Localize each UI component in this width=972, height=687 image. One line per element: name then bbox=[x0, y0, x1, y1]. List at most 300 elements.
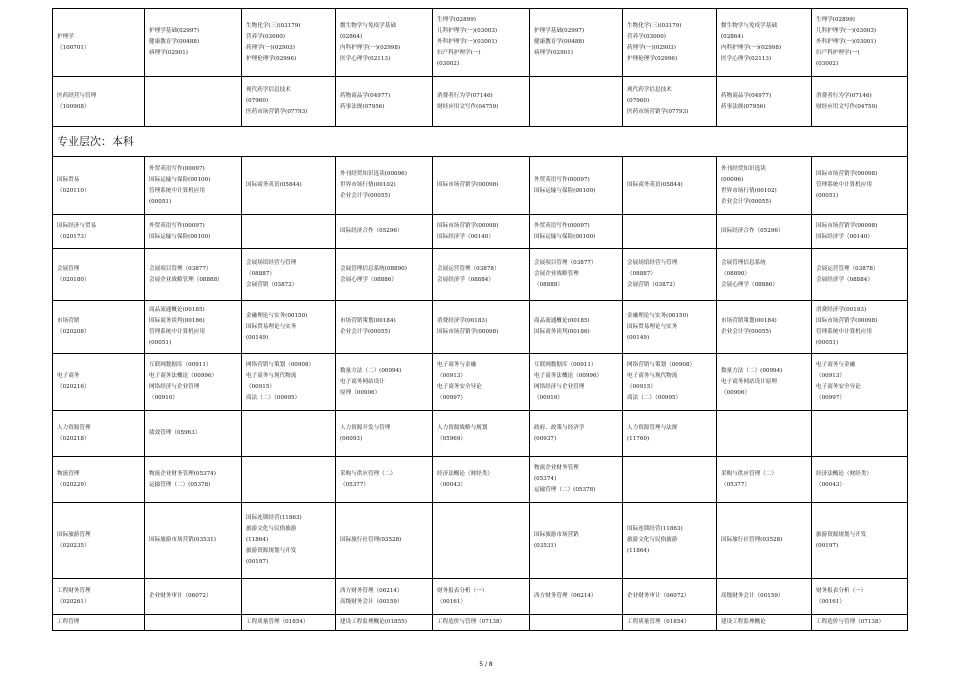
course-cell bbox=[242, 157, 336, 215]
course-text: 微生物学与免疫学基础 bbox=[340, 22, 396, 29]
course-text: （00915） bbox=[627, 384, 656, 390]
course-text: 企业会计学(00055) bbox=[721, 198, 772, 205]
course-text: 电子商务网站设计 bbox=[340, 378, 385, 385]
course-cell bbox=[433, 215, 530, 249]
course-text: 国际经济学（00140） bbox=[437, 233, 494, 240]
major-text: （020173） bbox=[57, 233, 90, 240]
course-cell bbox=[242, 579, 336, 615]
course-text: 人力资源战略与规划 bbox=[437, 424, 488, 431]
course-text: 病理学(02901) bbox=[149, 50, 188, 56]
course-cell bbox=[433, 249, 530, 301]
course-text: 国际连锁经营(11863) bbox=[246, 515, 302, 521]
course-text: （00910） bbox=[149, 395, 178, 401]
course-cell bbox=[433, 579, 530, 615]
course-text: 商法（二）（00995） bbox=[246, 395, 301, 401]
course-cell bbox=[336, 615, 433, 631]
course-cell bbox=[623, 579, 717, 615]
course-text: 国际经济合作（05296） bbox=[340, 228, 403, 234]
course-text: 外刊经贸知识选读 bbox=[721, 165, 766, 172]
course-text: 护理学基础(02997) bbox=[534, 28, 585, 34]
course-cell bbox=[336, 157, 433, 215]
major-text: 国际旅游管理 bbox=[57, 531, 91, 538]
course-text: (00051) bbox=[816, 340, 839, 346]
course-text: 病理学(02901) bbox=[534, 50, 573, 56]
major-row bbox=[53, 503, 908, 579]
course-text: 药事法规(07956) bbox=[721, 103, 766, 110]
course-text: 电子商务法概论（00996） bbox=[534, 373, 603, 379]
major-name-cell bbox=[53, 503, 145, 579]
course-text: 国际旅行社管理(03528) bbox=[721, 537, 783, 543]
course-text: 数量方法（二）(00994) bbox=[721, 367, 783, 374]
course-text: 国际市场营销学(00098) bbox=[437, 329, 499, 335]
course-text: 电子商务网站设计原理 bbox=[721, 378, 777, 385]
course-cell bbox=[812, 9, 908, 77]
course-cell bbox=[242, 615, 336, 631]
course-text: 国际市场营销学(00098) bbox=[816, 222, 878, 229]
course-text: （00915） bbox=[246, 384, 275, 390]
course-text: （00910） bbox=[534, 395, 563, 401]
course-text: 经济法概论（财经类） bbox=[437, 470, 493, 477]
course-text: 商法（二）（00995） bbox=[627, 395, 682, 401]
course-cell bbox=[433, 411, 530, 457]
major-row bbox=[53, 249, 908, 301]
course-text: 金融理论与实务(00150) bbox=[246, 312, 308, 319]
course-text: 国际旅游市场营销(03531) bbox=[149, 537, 216, 543]
course-text: 运输管理（二）(05378) bbox=[149, 481, 211, 488]
course-cell bbox=[242, 9, 336, 77]
course-text: 外科护理学(一)(03001) bbox=[437, 39, 498, 45]
course-cell bbox=[530, 579, 623, 615]
course-text: 国际运输与保险(00100) bbox=[534, 233, 596, 240]
course-cell bbox=[242, 411, 336, 457]
course-cell bbox=[336, 354, 433, 411]
course-text: 电子商务安全导论 bbox=[437, 384, 482, 390]
course-text: 西方财务管理（06214） bbox=[340, 587, 403, 594]
major-row bbox=[53, 579, 908, 615]
course-text: 生物化学(三)(03179) bbox=[246, 22, 301, 29]
course-text: 生理学(02899) bbox=[437, 17, 476, 23]
course-cell bbox=[145, 354, 242, 411]
course-text: 护理伦理学(02996) bbox=[627, 55, 678, 62]
major-text: （020110） bbox=[57, 187, 90, 194]
course-cell bbox=[812, 215, 908, 249]
course-text: 生物化学(三)(03179) bbox=[627, 22, 682, 29]
course-text: 外贸英语写作(00097) bbox=[149, 222, 205, 229]
course-cell bbox=[623, 503, 717, 579]
course-cell bbox=[530, 411, 623, 457]
course-text: （00913） bbox=[816, 373, 845, 379]
course-cell bbox=[145, 77, 242, 127]
course-cell bbox=[242, 354, 336, 411]
course-text: 经济法概论（财经类） bbox=[816, 470, 872, 477]
course-text: （00997） bbox=[816, 395, 845, 401]
course-cell bbox=[145, 9, 242, 77]
course-cell bbox=[145, 215, 242, 249]
course-text: 会展企业战略管理（08888） bbox=[149, 276, 223, 283]
major-text: 医药经营与管理 bbox=[57, 92, 97, 99]
course-cell bbox=[717, 301, 812, 354]
course-text: 消费经济学(00183) bbox=[816, 307, 867, 313]
section-header-row bbox=[53, 127, 908, 157]
course-text: （00043） bbox=[437, 481, 466, 488]
course-cell bbox=[145, 301, 242, 354]
course-text: 建设工程监理概论(01855) bbox=[340, 619, 407, 625]
course-text: 市场营销策划(00184) bbox=[340, 318, 396, 324]
course-cell bbox=[812, 503, 908, 579]
major-text: 护理学 bbox=[57, 33, 74, 40]
course-text: (00149) bbox=[246, 334, 269, 341]
major-text: 物流管理 bbox=[57, 470, 80, 477]
course-text: (07960) bbox=[246, 98, 269, 104]
major-name-cell bbox=[53, 457, 145, 503]
course-text: 医药市场营销学(07793) bbox=[246, 109, 308, 115]
major-row bbox=[53, 215, 908, 249]
course-text: 西方财务管理（06214） bbox=[534, 593, 597, 599]
course-cell bbox=[145, 411, 242, 457]
course-text: 国际运输与保险(00100) bbox=[149, 176, 211, 183]
section-title: 专业层次：本科 bbox=[53, 127, 908, 157]
course-text: 高级财务会计（00159） bbox=[721, 593, 784, 599]
course-text: 国际商务谈判(00186) bbox=[534, 329, 590, 335]
course-text: 电子商务与金融 bbox=[816, 362, 856, 368]
course-cell bbox=[530, 249, 623, 301]
major-text: （020216） bbox=[57, 384, 90, 390]
course-text: （08890） bbox=[721, 271, 750, 277]
page-number: 5 / 8 bbox=[479, 661, 493, 668]
course-text: 外贸英语写作(00097) bbox=[534, 176, 590, 183]
course-text: (00051) bbox=[816, 193, 839, 199]
course-text: 健康教育学(00488) bbox=[534, 39, 585, 45]
major-text: 会展管理 bbox=[57, 265, 80, 272]
course-cell bbox=[145, 615, 242, 631]
course-text: 消费者行为学(07146) bbox=[437, 92, 493, 99]
course-cell bbox=[336, 503, 433, 579]
course-text: (00937) bbox=[534, 435, 557, 442]
course-text: 药物商品学(04977) bbox=[721, 92, 772, 99]
major-row bbox=[53, 9, 908, 77]
course-text: 微生物学与免疫学基础 bbox=[721, 22, 777, 29]
course-text: 绩效管理（05963） bbox=[149, 430, 201, 436]
course-cell bbox=[812, 579, 908, 615]
course-text: 国际贸易理论与实务 bbox=[246, 323, 297, 330]
course-text: 国际市场营销学(00098) bbox=[816, 318, 878, 324]
major-row bbox=[53, 157, 908, 215]
course-cell bbox=[242, 301, 336, 354]
course-text: 电子商务与金融 bbox=[437, 362, 477, 368]
course-text: 国际旅游市场营销 bbox=[534, 531, 579, 538]
course-cell bbox=[623, 249, 717, 301]
course-text: 财经应用文写作(04759) bbox=[437, 103, 499, 110]
major-name-cell bbox=[53, 157, 145, 215]
course-text: 管理系统中计算机应用 bbox=[816, 329, 872, 335]
major-text: （020229） bbox=[57, 481, 90, 488]
course-text: 数量方法（二）(00994) bbox=[340, 367, 402, 374]
course-cell bbox=[242, 457, 336, 503]
major-name-cell bbox=[53, 615, 145, 631]
course-text: 企业财务审计（06072） bbox=[149, 593, 212, 599]
course-text: 政府、政策与经济学 bbox=[534, 424, 585, 431]
major-name-cell bbox=[53, 215, 145, 249]
course-text: 金融理论与实务(00150) bbox=[627, 312, 689, 319]
course-text: 工程造价与管理（07138） bbox=[437, 619, 506, 625]
course-cell bbox=[336, 215, 433, 249]
course-text: 儿科护理学(一)(03003) bbox=[816, 28, 877, 34]
major-row bbox=[53, 411, 908, 457]
course-text: (00197) bbox=[816, 542, 839, 549]
course-text: 国际商务英语(05844) bbox=[627, 182, 683, 188]
course-text: (02864) bbox=[340, 33, 363, 40]
major-row bbox=[53, 354, 908, 411]
course-text: 药物商品学(04977) bbox=[340, 92, 391, 99]
major-text: 工程管理 bbox=[57, 619, 80, 625]
course-text: (03002) bbox=[816, 61, 839, 67]
course-cell bbox=[336, 77, 433, 127]
course-cell bbox=[717, 411, 812, 457]
course-text: 现代药学信息技术 bbox=[246, 87, 291, 93]
course-cell bbox=[812, 411, 908, 457]
course-cell bbox=[623, 457, 717, 503]
course-text: 外刊经贸知识选读(00096) bbox=[340, 171, 407, 177]
course-text: 世界市场行情(00102) bbox=[721, 187, 777, 194]
course-text: 护理学基础(02997) bbox=[149, 28, 200, 34]
course-text: (05374) bbox=[534, 476, 557, 482]
course-cell bbox=[433, 457, 530, 503]
course-text: 财务报表分析（一） bbox=[437, 587, 488, 594]
course-text: (03531) bbox=[534, 542, 557, 549]
course-text: 生理学(02899) bbox=[816, 17, 855, 23]
course-text: 电子商务安全导论 bbox=[816, 384, 861, 390]
course-cell bbox=[242, 503, 336, 579]
course-cell bbox=[717, 354, 812, 411]
major-text: 电子商务 bbox=[57, 373, 80, 379]
course-text: 国际市场营销学(00098) bbox=[437, 182, 499, 188]
course-text: 医学心理学(02113) bbox=[721, 55, 772, 62]
course-text: (00051) bbox=[149, 198, 172, 205]
course-text: (02864) bbox=[721, 33, 744, 40]
course-text: (03002) bbox=[437, 61, 460, 67]
course-cell bbox=[717, 77, 812, 127]
course-text: 消费经济学(00183) bbox=[437, 318, 488, 324]
course-text: 人力资源开发与管理 bbox=[340, 424, 391, 431]
course-text: 网络经济与企业管理 bbox=[149, 384, 200, 390]
course-text: (00096) bbox=[721, 176, 744, 183]
course-text: 电子商务法概论（00996） bbox=[149, 373, 218, 379]
course-text: 健康教育学(00488) bbox=[149, 39, 200, 45]
course-cell bbox=[623, 301, 717, 354]
course-text: 会展心理学（08886） bbox=[340, 276, 397, 283]
course-text: 会展营销（03872） bbox=[627, 282, 679, 288]
course-cell bbox=[145, 579, 242, 615]
major-name-cell bbox=[53, 411, 145, 457]
course-cell bbox=[623, 615, 717, 631]
course-text: 国际连锁经营(11863) bbox=[627, 526, 683, 532]
course-cell bbox=[623, 354, 717, 411]
course-text: 会展营销（03872） bbox=[246, 282, 298, 288]
course-cell bbox=[812, 354, 908, 411]
course-text: 会展项目管理（03877） bbox=[534, 260, 597, 266]
course-text: 会展运营管理（03878） bbox=[816, 265, 879, 272]
major-row bbox=[53, 615, 908, 631]
course-cell bbox=[717, 249, 812, 301]
course-text: 外贸英语写作(00097) bbox=[149, 165, 205, 172]
course-text: （00997） bbox=[437, 395, 466, 401]
course-text: 医学心理学(02113) bbox=[340, 55, 391, 62]
course-cell bbox=[530, 301, 623, 354]
major-name-cell bbox=[53, 9, 145, 77]
course-text: 现代药学信息技术 bbox=[627, 87, 672, 93]
course-text: （05377） bbox=[721, 481, 750, 488]
course-text: 儿科护理学(一)(03003) bbox=[437, 28, 498, 34]
course-text: （00043） bbox=[816, 481, 845, 488]
course-text: 网络营销与策划（00908） bbox=[246, 362, 315, 368]
course-cell bbox=[433, 354, 530, 411]
major-text: （100908） bbox=[57, 103, 90, 110]
course-cell bbox=[623, 157, 717, 215]
course-text: 市场营销策划(00184) bbox=[721, 318, 777, 324]
major-name-cell bbox=[53, 301, 145, 354]
course-text: 原理（00906） bbox=[340, 389, 381, 396]
course-text: 会展管理信息系统 bbox=[721, 260, 766, 266]
course-text: 企业会计学(00055) bbox=[721, 329, 772, 335]
course-cell bbox=[717, 157, 812, 215]
course-cell bbox=[433, 77, 530, 127]
course-text: 会展企业战略管理 bbox=[534, 271, 579, 277]
course-cell bbox=[145, 503, 242, 579]
course-cell bbox=[623, 9, 717, 77]
course-cell bbox=[145, 457, 242, 503]
course-text: 商品流通概论(00185) bbox=[149, 307, 205, 313]
course-text: 电子商务与现代物流 bbox=[627, 373, 678, 379]
course-cell bbox=[242, 249, 336, 301]
course-text: 企业财务审计（06072） bbox=[627, 593, 690, 599]
course-text: 物流企业财务管理(05374) bbox=[149, 470, 216, 477]
course-text: 消费者行为学(07146) bbox=[816, 92, 872, 99]
course-text: 管理系统中计算机应用 bbox=[149, 329, 205, 335]
course-text: (00197) bbox=[246, 559, 269, 565]
course-cell bbox=[336, 249, 433, 301]
course-cell bbox=[530, 157, 623, 215]
major-text: 人力资源管理 bbox=[57, 424, 91, 431]
major-text: （020180） bbox=[57, 276, 90, 283]
course-cell bbox=[717, 9, 812, 77]
course-text: 国际商务谈判(00186) bbox=[149, 318, 205, 324]
course-text: 财务报表分析（一） bbox=[816, 587, 867, 594]
course-cell bbox=[812, 457, 908, 503]
course-text: 管理系统中计算机应用 bbox=[816, 182, 872, 188]
course-cell bbox=[433, 9, 530, 77]
course-cell bbox=[812, 301, 908, 354]
course-text: 企业会计学(00055) bbox=[340, 193, 391, 199]
course-cell bbox=[717, 215, 812, 249]
major-text: 国际经济与贸易 bbox=[57, 222, 97, 229]
course-text: 妇产科护理学(一) bbox=[816, 50, 860, 56]
course-text: （08887） bbox=[246, 271, 275, 277]
major-text: 市场营销 bbox=[57, 318, 80, 324]
course-text: 国际商务英语(05844) bbox=[246, 182, 302, 188]
course-text: 采购与供应管理（二） bbox=[340, 470, 396, 477]
course-text: (11864) bbox=[246, 537, 269, 543]
course-text: 商品流通概论(00185) bbox=[534, 318, 590, 324]
course-text: 国际旅行社管理(03528) bbox=[340, 537, 402, 543]
course-text: 药理学(一)(02903) bbox=[246, 44, 295, 51]
course-cell bbox=[145, 157, 242, 215]
course-text: 网络营销与策划（00908） bbox=[627, 362, 696, 368]
course-text: 内科护理学(一)(02998) bbox=[721, 44, 782, 51]
course-cell bbox=[433, 301, 530, 354]
course-text: （08887） bbox=[627, 271, 656, 277]
course-text: 药理学(一)(02903) bbox=[627, 44, 676, 51]
course-text: (06093) bbox=[340, 435, 363, 442]
course-text: (11760) bbox=[627, 435, 650, 442]
course-text: 妇产科护理学(一) bbox=[437, 50, 481, 56]
course-cell bbox=[336, 457, 433, 503]
course-text: 国际经济学（00140） bbox=[816, 233, 873, 240]
course-text: 运输管理（二）(05378) bbox=[534, 487, 596, 493]
course-text: 工程质量管理（01854） bbox=[246, 619, 309, 625]
course-text: 工程质量管理（01854） bbox=[627, 619, 690, 625]
major-row bbox=[53, 457, 908, 503]
course-text: 护理伦理学(02996) bbox=[246, 55, 297, 62]
course-text: （05969） bbox=[437, 435, 466, 442]
course-text: 建设工程监理概论 bbox=[721, 619, 766, 625]
course-cell bbox=[433, 615, 530, 631]
major-row bbox=[53, 301, 908, 354]
course-text: 人力资源管理与法规 bbox=[627, 424, 678, 431]
course-text: 内科护理学(一)(02998) bbox=[340, 44, 401, 51]
course-cell bbox=[530, 215, 623, 249]
course-text: 工程造价与管理（07138） bbox=[816, 619, 885, 625]
course-cell bbox=[530, 77, 623, 127]
course-text: 会展心理学（08886） bbox=[721, 282, 778, 288]
course-text: 会展经济学（08884） bbox=[437, 276, 494, 283]
course-text: 国际运输与保险(00100) bbox=[534, 187, 596, 194]
course-text: 国际市场营销学(00098) bbox=[816, 171, 878, 177]
course-cell bbox=[717, 503, 812, 579]
major-text: 工程财务管理 bbox=[57, 587, 91, 594]
major-row bbox=[53, 77, 908, 127]
course-cell bbox=[530, 354, 623, 411]
course-text: 采购与供应管理（二） bbox=[721, 470, 777, 477]
course-cell bbox=[433, 157, 530, 215]
major-name-cell bbox=[53, 249, 145, 301]
course-text: (11864) bbox=[627, 548, 650, 554]
course-text: 会展场馆经营与管理 bbox=[246, 260, 297, 266]
course-cell bbox=[623, 411, 717, 457]
major-text: （020261） bbox=[57, 598, 90, 605]
course-cell bbox=[336, 9, 433, 77]
course-cell bbox=[717, 457, 812, 503]
course-cell bbox=[530, 503, 623, 579]
course-text: 旅游文化与民俗旅游 bbox=[246, 526, 297, 532]
major-text: （100701） bbox=[57, 44, 90, 51]
course-text: 财经应用文写作(04759) bbox=[816, 103, 878, 110]
course-cell bbox=[145, 249, 242, 301]
course-text: 会展运营管理（03878） bbox=[437, 265, 500, 272]
course-text: 网络经济与企业管理 bbox=[534, 384, 585, 390]
course-cell bbox=[336, 579, 433, 615]
course-text: (00051) bbox=[149, 340, 172, 346]
course-cell bbox=[812, 249, 908, 301]
course-cell bbox=[717, 579, 812, 615]
course-text: 电子商务与现代物流 bbox=[246, 373, 297, 379]
course-text: 旅游资源规划与开发 bbox=[816, 531, 867, 538]
course-text: （00913） bbox=[437, 373, 466, 379]
major-text: 国际贸易 bbox=[57, 176, 80, 183]
course-text: 营养学(03000) bbox=[246, 33, 285, 40]
course-text: 国际经济合作（05296） bbox=[721, 228, 784, 234]
course-text: 物流企业财务管理 bbox=[534, 465, 579, 471]
course-text: 外贸英语写作(00097) bbox=[534, 222, 590, 229]
